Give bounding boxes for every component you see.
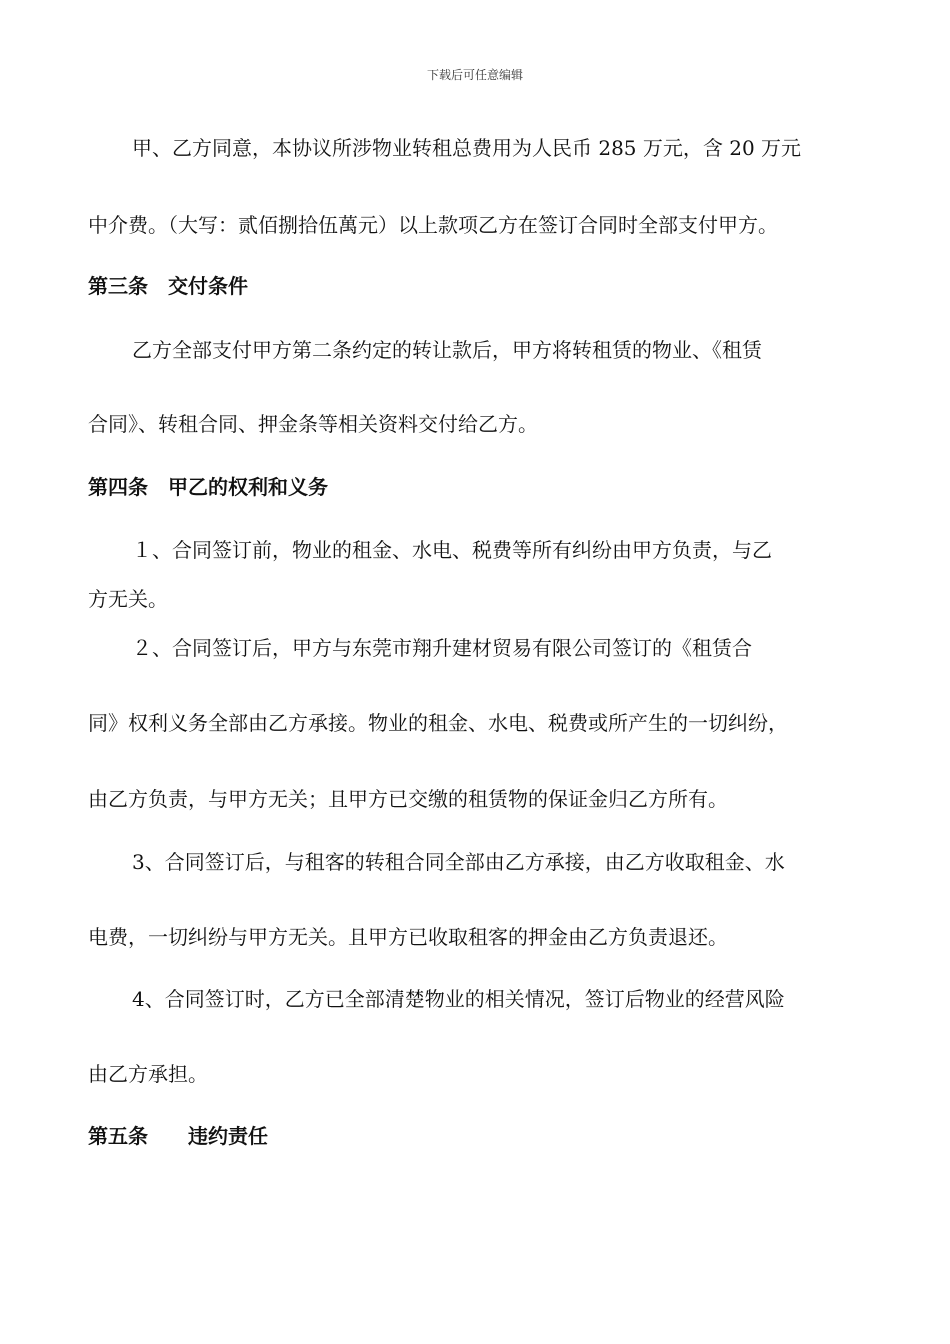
item-2-line-1: ２、合同签订后，甲方与东莞市翔升建材贸易有限公司签订的《租赁合 (132, 636, 752, 660)
article-5-title: 第五条 违约责任 (88, 1124, 268, 1148)
item-1-line-2: 方无关。 (88, 587, 168, 611)
paragraph-1-line-2: 中介费。（大写：贰佰捌拾伍萬元）以上款项乙方在签订合同时全部支付甲方。 (88, 213, 778, 237)
paragraph-2-line-1: 乙方全部支付甲方第二条约定的转让款后，甲方将转租赁的物业、《租赁 (132, 338, 762, 362)
item-3-line-1: 3、合同签订后，与租客的转租合同全部由乙方承接，由乙方收取租金、水 (132, 850, 785, 874)
item-1-line-1: １、合同签订前，物业的租金、水电、税费等所有纠纷由甲方负责，与乙 (132, 538, 772, 562)
paragraph-1-line-1: 甲、乙方同意，本协议所涉物业转租总费用为人民币 285 万元，含 20 万元 (132, 136, 802, 160)
article-3-title: 第三条 交付条件 (88, 274, 248, 298)
item-2-line-2: 同》权利义务全部由乙方承接。物业的租金、水电、税费或所产生的一切纠纷， (88, 711, 788, 735)
item-4-line-2: 由乙方承担。 (88, 1062, 208, 1086)
item-2-line-3: 由乙方负责，与甲方无关；且甲方已交缴的租赁物的保证金归乙方所有。 (88, 787, 728, 811)
article-4-title: 第四条 甲乙的权利和义务 (88, 475, 328, 499)
item-4-line-1: 4、合同签订时，乙方已全部清楚物业的相关情况，签订后物业的经营风险 (132, 987, 785, 1011)
item-3-line-2: 电费，一切纠纷与甲方无关。且甲方已收取租客的押金由乙方负责退还。 (88, 925, 728, 949)
header-watermark: 下载后可任意编辑 (426, 68, 523, 82)
paragraph-2-line-2: 合同》、转租合同、押金条等相关资料交付给乙方。 (88, 412, 538, 436)
